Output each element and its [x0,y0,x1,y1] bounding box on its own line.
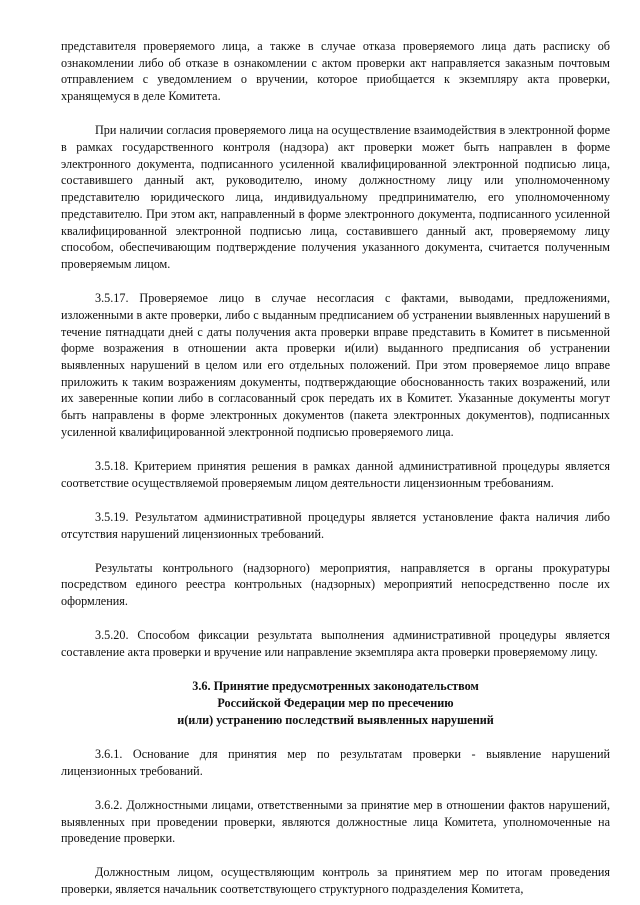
paragraph: При наличии согласия проверяемого лица на осуществление взаимодействия в электронной форме в рамках государственного контроля (надзора) акт проверки может быть направлен в форме электронного документа, подписанного усиленной квалифицированной электронной подписью лица, составившего данный акт, руководителю, иному должностному лицу или уполномоченному представителю юридического лица, индивидуальному предпринимателю, его уполномоченному представителю. При этом акт, направленный в форме электронного документа, подписанного усиленной квалифицированной электронной подписью лица, составившего данный акт, проверяемому лицу способом, обеспечивающим подтверждение получения указанного документа, считается полученным проверяемым лицом. [61,123,610,271]
section-heading [61,678,610,728]
paragraph: 3.6.1. Основание для принятия мер по результатам проверки - выявление нарушений лицензионных требований. [61,746,610,778]
paragraph: 3.5.20. Способом фиксации результата выполнения административной процедуры является составление акта проверки и вручение или направление экземпляра акта проверки проверяемому лицу. [61,628,610,660]
paragraph: Должностным лицом, осуществляющим контроль за принятием мер по итогам проведения проверки, является начальник соответствующего структурного подразделения Комитета, [61,865,610,897]
paragraph: Результаты контрольного (надзорного) мероприятия, направляется в органы прокуратуры посредством единого реестра контрольных (надзорных) мероприятий непосредственно после их оформления. [61,560,610,609]
paragraph: 3.5.17. Проверяемое лицо в случае несогласия с фактами, выводами, предложениями, изложенными в акте проверки, либо с выданным предписанием об устранении выявленных нарушений в течение пятнадцати дней с даты получения акта проверки вправе представить в Комитет в письменной форме возражения в отношении акта проверки и(или) выданного предписания об устранении выявленных нарушений в целом или его отдельных положений. При этом проверяемое лицо вправе приложить к таким возражениям документы, подтверждающие обоснованность таких возражений, или их заверенные копии либо в согласованный срок передать их в Комитет. Указанные документы могут быть направлены в форме электронных документов (пакета электронных документов), подписанных усиленной квалифицированной электронной подписью проверяемого лица. [61,291,610,439]
document-page [61,38,610,898]
paragraph: 3.6.2. Должностными лицами, ответственными за принятие мер в отношении фактов нарушений, выявленных при проведении проверки, являются должностные лица Комитета, уполномоченные на проведение проверки. [61,797,610,846]
section-heading-line: Российской Федерации мер по пресечению [217,696,454,710]
section-heading-line: 3.6. Принятие предусмотренных законодательством [192,679,479,694]
paragraph: 3.5.19. Результатом административной процедуры является установление факта наличия либо отсутствия нарушений лицензионных требований. [61,509,610,541]
paragraph: 3.5.18. Критерием принятия решения в рамках данной административной процедуры является соответствие осуществляемой проверяемым лицом деятельности лицензионным требованиям. [61,458,610,490]
section-heading-line: и(или) устранению последствий выявленных нарушений [177,712,494,727]
paragraph: представителя проверяемого лица, а также в случае отказа проверяемого лица дать расписку об ознакомлении либо об отказе в ознакомлении с актом проверки акт направляется заказным почтовым отправлением с уведомлением о вручении, которое приобщается к экземпляру акта проверки, хранящемуся в деле Комитета. [61,39,610,104]
